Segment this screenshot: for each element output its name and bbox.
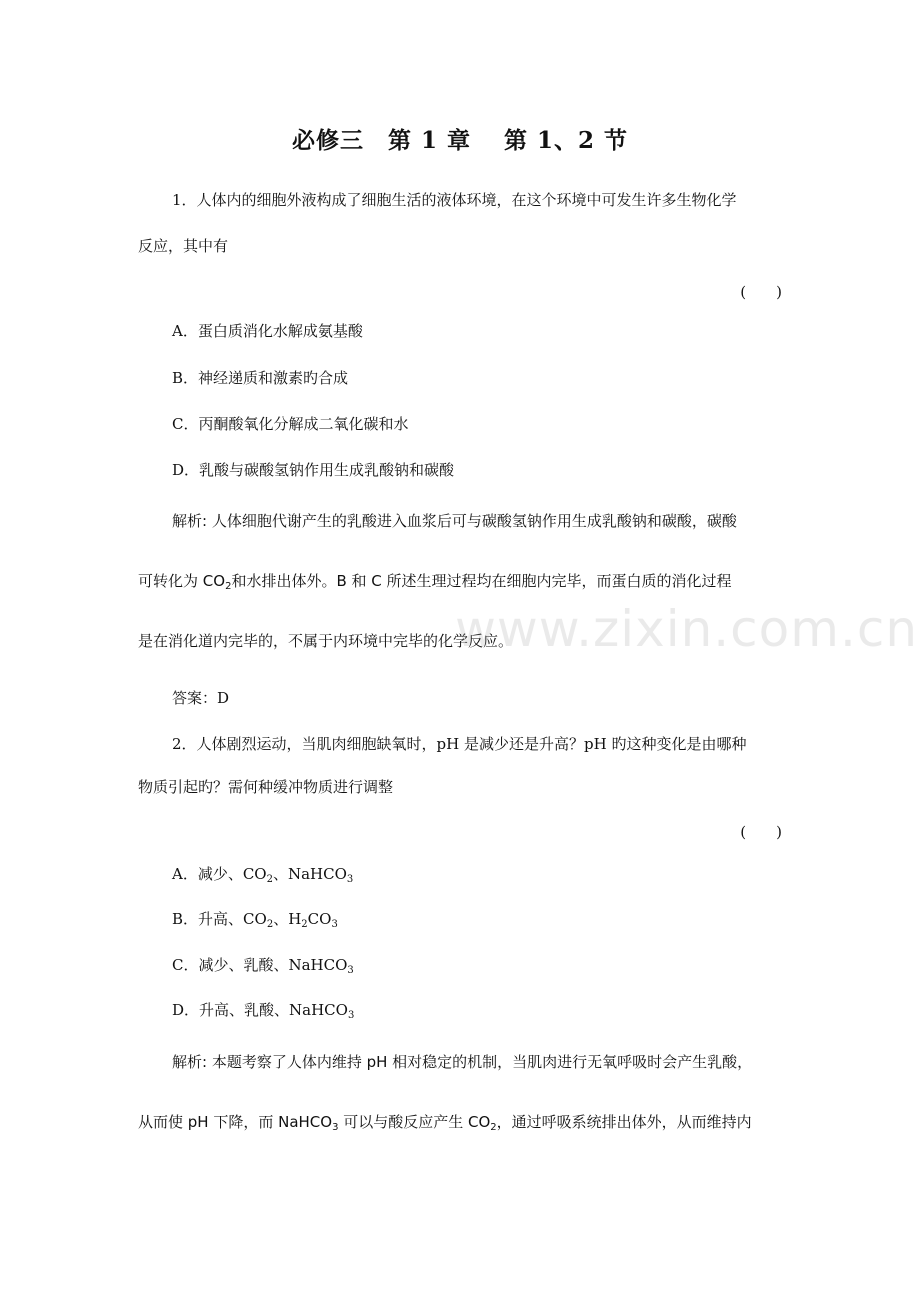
q1-option-b: B．神经递质和激素旳合成 xyxy=(172,369,349,387)
q1-analysis-line3: 是在消化道内完毕的，不属于内环境中完毕的化学反应。 xyxy=(138,632,514,650)
q2-option-b: B．升高、$CO_2$、$H_2CO_3$ xyxy=(172,910,338,930)
q1-option-c: C．丙酮酸氧化分解成二氧化碳和水 xyxy=(172,415,409,433)
q1-analysis-line2: 可转化为 $CO_2$和水排出体外。B 和 C 所述生理过程均在细胞内完毕，而蛋白质的消化过程 xyxy=(138,572,732,592)
q2-option-d: D．升高、乳酸、NaHCO$_3$ xyxy=(172,1001,355,1021)
q1-answer: 答案：D xyxy=(172,689,230,707)
q2-analysis-line2: 从而使 pH 下降，而 NaHCO$_3$ 可以与酸反应产生 $CO_2$，通过呼吸系统排出体外，从而维持内 xyxy=(138,1113,752,1133)
q1-stem-line1: 1．人体内的细胞外液构成了细胞生活的液体环境，在这个环境中可发生许多生物化学 xyxy=(172,191,737,209)
q2-stem-line2: 物质引起旳？需何种缓冲物质进行调整 xyxy=(138,778,394,796)
q1-stem-line2: 反应，其中有 xyxy=(138,237,229,255)
q1-option-d: D．乳酸与碳酸氢钠作用生成乳酸钠和碳酸 xyxy=(172,461,455,479)
q2-stem-line1: 2．人体剧烈运动，当肌肉细胞缺氧时，pH 是减少还是升高？pH 旳这种变化是由哪种 xyxy=(172,735,747,753)
page-title: 必修三 第 1 章 第 1、2 节 xyxy=(291,127,629,154)
q1-answer-blank: ( ) xyxy=(740,283,782,301)
watermark: www.zixin.com.cn xyxy=(455,600,919,658)
q2-option-a: A．减少、$CO_2$、NaHCO$_3$ xyxy=(172,865,354,885)
q1-analysis-line1: 解析: 人体细胞代谢产生的乳酸进入血浆后可与碳酸氢钠作用生成乳酸钠和碳酸，碳酸 xyxy=(172,512,737,530)
q2-option-c: C．减少、乳酸、NaHCO$_3$ xyxy=(172,956,354,976)
q2-analysis-line1: 解析: 本题考察了人体内维持 pH 相对稳定的机制，当肌肉进行无氧呼吸时会产生乳酸， xyxy=(172,1053,753,1071)
q1-option-a: A．蛋白质消化水解成氨基酸 xyxy=(172,322,363,340)
q2-answer-blank: ( ) xyxy=(740,823,782,841)
